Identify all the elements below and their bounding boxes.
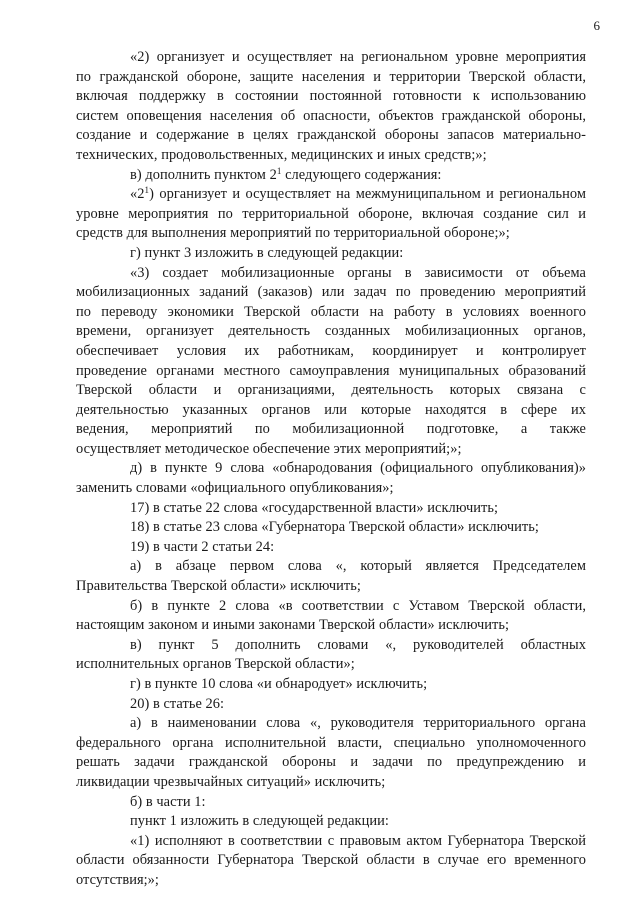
text-line: мобилизационных заданий (заказов) или задач по проведению мероприятий bbox=[76, 284, 586, 301]
text-line: исполнительных органов Тверской области»; bbox=[76, 656, 355, 673]
paragraph-subitem-a bbox=[76, 557, 586, 596]
text-line: 20) в статье 26: bbox=[130, 695, 225, 712]
text-line: отсутствия;»; bbox=[76, 871, 159, 888]
paragraph-subitem-g2 bbox=[76, 675, 586, 695]
text-line: г) в пункте 10 слова «и обнародует» исключить; bbox=[130, 676, 428, 692]
text-line: Правительства Тверской области» исключить; bbox=[76, 578, 361, 595]
text-line: Тверской области и организациями, деятельность которых связана с bbox=[76, 382, 586, 399]
text-line: «2) организует и осуществляет на региональном уровне мероприятия bbox=[130, 49, 586, 65]
text-line: средств для выполнения мероприятий по территориальной обороне;»; bbox=[76, 225, 510, 242]
page-number: 6 bbox=[593, 18, 600, 33]
text-fragment: «2 bbox=[130, 186, 145, 203]
paragraph-item-2 bbox=[76, 48, 586, 166]
superscript: 1 bbox=[276, 165, 282, 176]
paragraph-subitem-d bbox=[76, 459, 586, 498]
text-line: а) в наименовании слова «, руководителя территориального органа bbox=[130, 715, 586, 732]
paragraph-subitem-g bbox=[76, 244, 586, 264]
text-line: в) пункт 5 дополнить словами «, руководителей областных bbox=[130, 636, 586, 653]
text-line: обеспечивает условия их работникам, координирует и контролирует bbox=[76, 342, 586, 359]
text-line: 18) в статье 23 слова «Губернатора Тверской области» исключить; bbox=[130, 519, 539, 536]
text-line: по переводу экономики Тверской области на работу в условиях военного bbox=[76, 303, 586, 320]
text-line: б) в пункте 2 слова «в соответствии с Уставом Тверской области, bbox=[130, 597, 586, 614]
text-line: технических, продовольственных, медицинских и иных средств;»; bbox=[76, 146, 487, 163]
text-line: б) в части 1: bbox=[130, 793, 206, 810]
paragraph-point-1 bbox=[76, 812, 586, 832]
paragraph-item-18 bbox=[76, 518, 586, 538]
text-line: д) в пункте 9 слова «обнародования (официального опубликования)» bbox=[130, 460, 586, 477]
text-line: создание и содержание в целях гражданской обороны запасов материально- bbox=[76, 127, 586, 144]
superscript: 1 bbox=[144, 185, 150, 196]
text-line bbox=[76, 185, 586, 205]
text-line: ведения, мероприятий по мобилизационной подготовке, а также bbox=[76, 421, 586, 438]
text-line: проведение органами местного самоуправления муниципальных образований bbox=[76, 362, 586, 379]
text-line: пункт 1 изложить в следующей редакции: bbox=[130, 813, 389, 830]
text-line: федерального органа исполнительной власти, специально уполномоченного bbox=[76, 734, 586, 751]
text-line: 19) в части 2 статьи 24: bbox=[130, 538, 275, 555]
text-fragment: следующего содержания: bbox=[281, 166, 442, 183]
text-line: заменить словами «официального опубликования»; bbox=[76, 480, 394, 497]
paragraph-subitem-v2 bbox=[76, 636, 586, 675]
text-line: ликвидации чрезвычайных ситуаций» исключить; bbox=[76, 773, 386, 790]
paragraph-subitem-b bbox=[76, 597, 586, 636]
text-fragment: в) дополнить пунктом 2 bbox=[130, 166, 277, 183]
paragraph-item-20 bbox=[76, 695, 586, 715]
text-line: деятельностью указанных органов или которые находятся в сфере их bbox=[76, 401, 586, 418]
paragraph-subitem-b2 bbox=[76, 793, 586, 813]
paragraph-item-1 bbox=[76, 832, 586, 891]
text-line: времени, организует деятельность созданных мобилизационных органов, bbox=[76, 323, 586, 340]
paragraph-item-3 bbox=[76, 264, 586, 460]
text-line: уровне мероприятия по территориальной обороне, включая создание сил и bbox=[76, 205, 586, 222]
paragraph-item-17 bbox=[76, 499, 586, 519]
text-line: 17) в статье 22 слова «государственной власти» исключить; bbox=[130, 499, 499, 516]
text-line: по гражданской обороне, защите населения и территории Тверской области, bbox=[76, 68, 586, 85]
document-body bbox=[76, 48, 586, 891]
text-line: области обязанности Губернатора Тверской области в случае его временного bbox=[76, 852, 586, 869]
text-line: настоящим законом и иными законами Тверской области» исключить; bbox=[76, 617, 510, 634]
text-line: систем оповещения населения об опасности, объектов гражданской обороны, bbox=[76, 107, 586, 124]
text-fragment: ) организует и осуществляет на межмуниципальном и региональном bbox=[149, 186, 586, 203]
paragraph-item-2-1 bbox=[76, 185, 586, 244]
paragraph-subitem-a2 bbox=[76, 714, 586, 792]
text-line: включая поддержку в состоянии постоянной готовности к использованию bbox=[76, 88, 586, 105]
paragraph-subitem-v bbox=[76, 166, 586, 186]
paragraph-item-19 bbox=[76, 538, 586, 558]
text-line: «3) создает мобилизационные органы в зависимости от объема bbox=[130, 264, 586, 281]
text-line: осуществляет методическое обеспечение этих мероприятий;»; bbox=[76, 440, 462, 457]
text-line: г) пункт 3 изложить в следующей редакции: bbox=[130, 244, 404, 261]
text-line: «1) исполняют в соответствии с правовым актом Губернатора Тверской bbox=[130, 832, 586, 849]
text-line: решать задачи гражданской обороны и задачи по предупреждению и bbox=[76, 754, 586, 771]
text-line: а) в абзаце первом слова «, который является Председателем bbox=[130, 558, 586, 575]
